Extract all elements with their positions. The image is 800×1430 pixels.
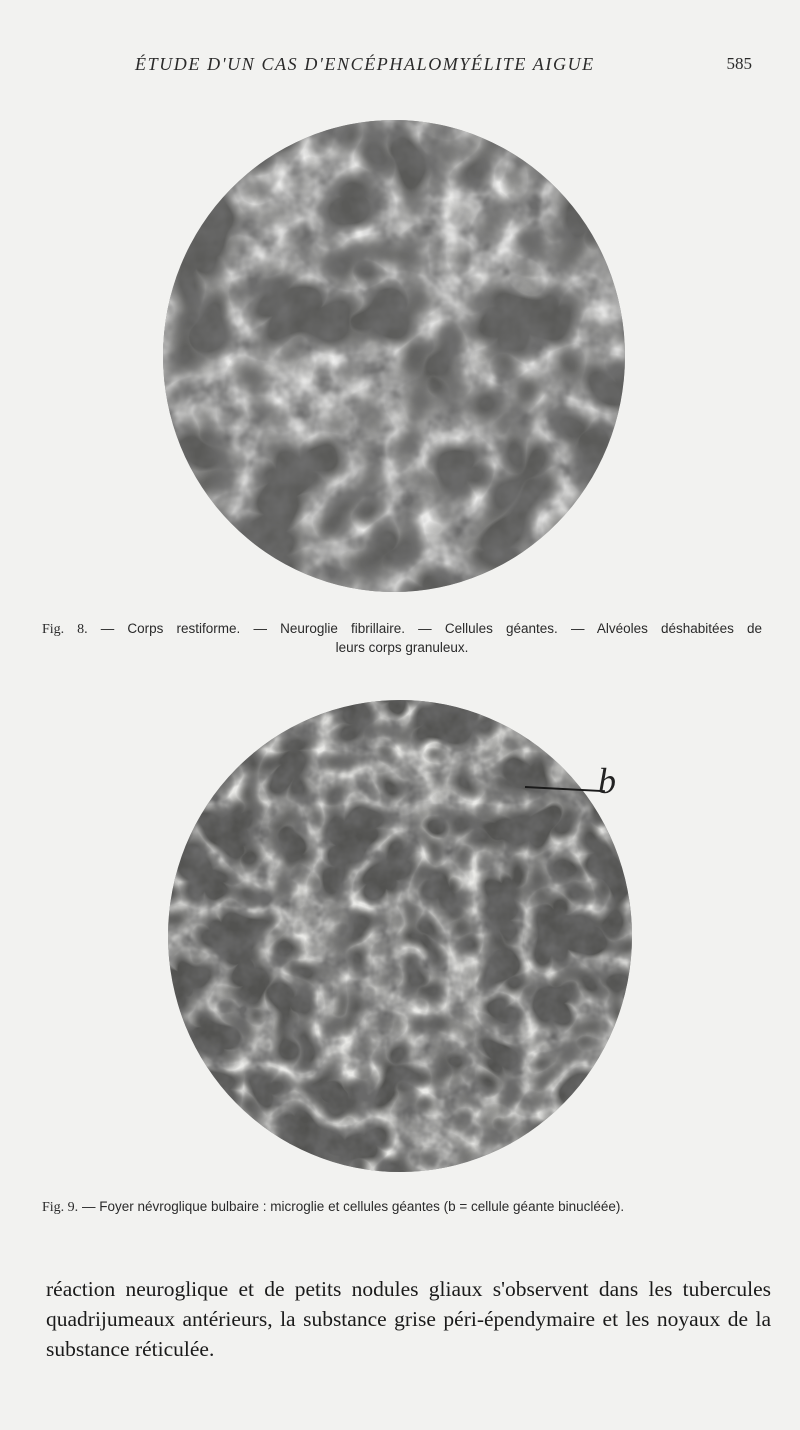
- figure-9-micrograph-image: [168, 700, 632, 1172]
- figure-8-caption-text: — Corps restiforme. — Neuroglie fibrillaire. — Cellules géantes. — Alvéoles déshabitées de: [100, 621, 762, 636]
- figure-9-caption: [42, 1198, 762, 1217]
- figure-8-micrograph-image: [163, 120, 625, 592]
- running-title: ÉTUDE D'UN CAS D'ENCÉPHALOMYÉLITE AIGUE: [135, 54, 595, 74]
- figure-9-label-b: b: [598, 761, 616, 801]
- figure-9-caption-text: — Foyer névroglique bulbaire : microglie et cellules géantes (b = cellule géante binucléée).: [81, 1199, 625, 1214]
- body-paragraph: réaction neuroglique et de petits nodules gliaux s'observent dans les tubercules quadrijumeaux antérieurs, la substance grise péri-épendymaire et les noyaux de la substance réticulée.: [46, 1276, 771, 1361]
- figure-9-number: Fig. 9.: [42, 1200, 79, 1215]
- micrograph-texture-8: [163, 120, 625, 592]
- figure-8-caption-line-1: [42, 620, 762, 639]
- micrograph-texture-9: [168, 700, 632, 1172]
- figure-8-number: Fig. 8.: [42, 622, 88, 637]
- figure-8-caption: [42, 620, 762, 657]
- figure-8-caption-line-2: leurs corps granuleux.: [335, 640, 469, 655]
- page-number: 585: [726, 54, 752, 73]
